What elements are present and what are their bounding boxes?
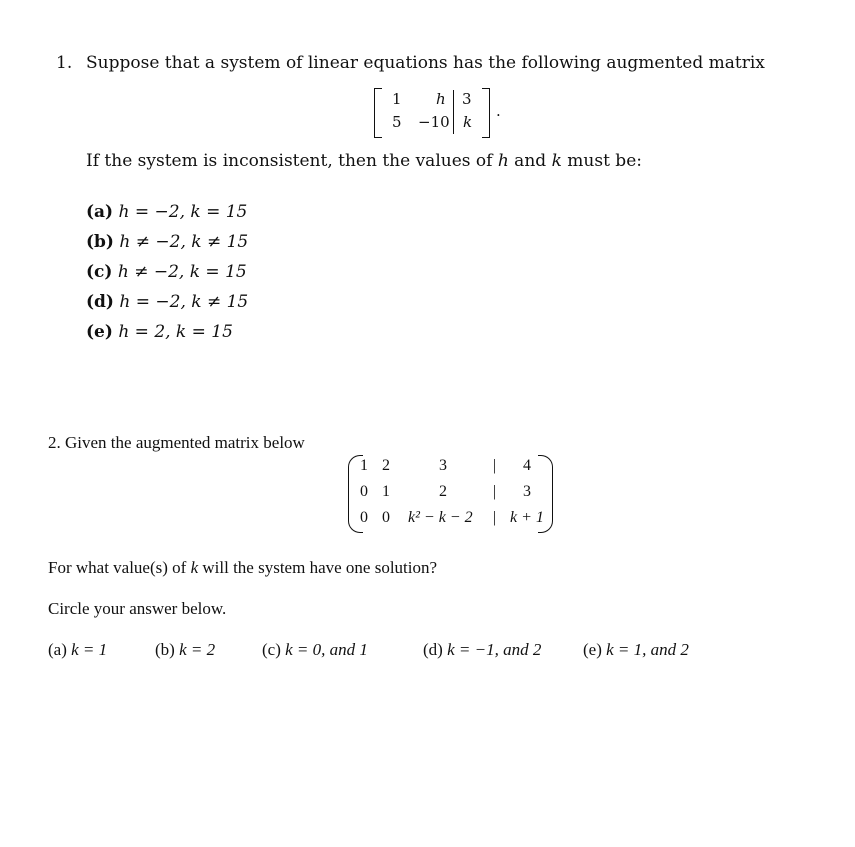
option-label: (b) — [155, 640, 175, 659]
matrix-cell: 3 — [462, 90, 472, 108]
left-bracket — [374, 88, 382, 138]
option-label: (a) — [86, 202, 114, 222]
matrix-divider: | — [493, 509, 497, 526]
q1-augmented-matrix — [374, 88, 501, 138]
matrix-divider: | — [493, 483, 497, 500]
q2-option-a[interactable] — [48, 640, 107, 660]
q1-question — [86, 151, 642, 171]
augment-divider — [453, 90, 454, 134]
q1-option-c[interactable] — [86, 262, 247, 282]
q2-option-e[interactable] — [583, 640, 689, 660]
q1-number: 1. — [56, 53, 73, 73]
option-label: (c) — [86, 262, 113, 282]
var-h: h — [497, 151, 509, 171]
q1-question-text: and — [508, 151, 552, 171]
matrix-cell: 3 — [523, 483, 531, 500]
q1-option-b[interactable] — [86, 232, 248, 252]
matrix-divider: | — [493, 457, 497, 474]
option-text: h = 2, k = 15 — [118, 322, 233, 342]
matrix-trailing-period: . — [496, 102, 501, 120]
option-label: (d) — [86, 292, 114, 312]
q2-instruction: Circle your answer below. — [48, 599, 227, 618]
matrix-cell: 1 — [360, 457, 368, 474]
matrix-cell: −10 — [418, 113, 450, 131]
matrix-cell: k + 1 — [510, 509, 544, 526]
matrix-cell: k — [463, 113, 473, 131]
matrix-cell: 1 — [392, 90, 402, 108]
matrix-cell: 5 — [392, 113, 402, 131]
var-k: k — [551, 151, 562, 171]
option-text: h ≠ −2, k ≠ 15 — [119, 232, 249, 252]
matrix-cell: 2 — [382, 457, 390, 474]
q2-question-text: will the system have one solution? — [198, 558, 438, 577]
option-text: k = 1, and 2 — [606, 640, 689, 659]
q1-option-e[interactable] — [86, 322, 233, 342]
matrix-cell: 1 — [382, 483, 390, 500]
option-text: h = −2, k = 15 — [118, 202, 248, 222]
option-text: h = −2, k ≠ 15 — [119, 292, 249, 312]
q1-option-d[interactable] — [86, 292, 248, 312]
matrix-cell: 2 — [439, 483, 447, 500]
q2-option-b[interactable] — [155, 640, 215, 660]
matrix-cell: h — [436, 90, 446, 108]
option-label: (a) — [48, 640, 67, 659]
option-text: k = 0, and 1 — [285, 640, 368, 659]
q2-question — [48, 558, 437, 578]
option-label: (e) — [86, 322, 113, 342]
matrix-cell: 3 — [439, 457, 447, 474]
matrix-cell: 0 — [360, 509, 368, 526]
q1-question-text: must be: — [561, 151, 642, 171]
q1-prompt: Suppose that a system of linear equations has the following augmented matrix — [86, 53, 765, 73]
matrix-cell: k² − k − 2 — [408, 509, 473, 526]
right-bracket — [482, 88, 490, 138]
matrix-cell: 0 — [382, 509, 390, 526]
option-label: (d) — [423, 640, 443, 659]
q1-question-text: If the system is inconsistent, then the values of — [86, 151, 498, 171]
option-text: k = 1 — [71, 640, 108, 659]
var-k: k — [190, 558, 199, 577]
q2-option-c[interactable] — [262, 640, 368, 660]
q2-question-text: For what value(s) of — [48, 558, 191, 577]
option-text: k = 2 — [179, 640, 216, 659]
option-label: (e) — [583, 640, 602, 659]
option-label: (c) — [262, 640, 281, 659]
matrix-cell: 0 — [360, 483, 368, 500]
option-text: k = −1, and 2 — [447, 640, 542, 659]
q2-option-d[interactable] — [423, 640, 541, 660]
matrix-cell: 4 — [523, 457, 531, 474]
q2-augmented-matrix — [348, 455, 558, 533]
q1-option-a[interactable] — [86, 202, 247, 222]
option-text: h ≠ −2, k = 15 — [117, 262, 247, 282]
option-label: (b) — [86, 232, 114, 252]
q2-prompt: 2. Given the augmented matrix below — [48, 433, 305, 452]
